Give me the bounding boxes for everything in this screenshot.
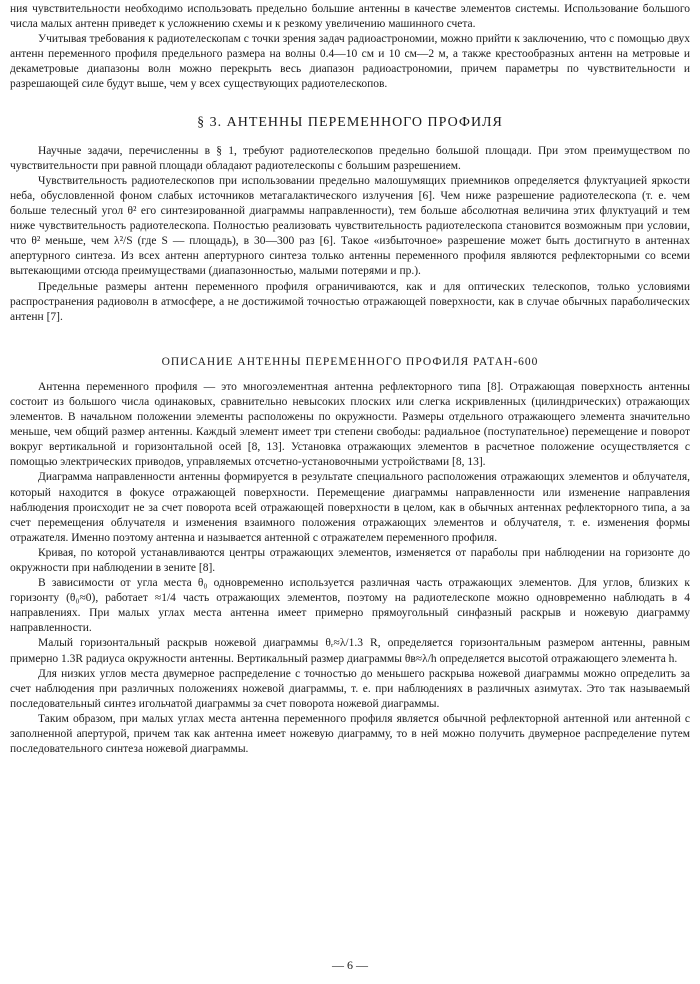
paragraph: Антенна переменного профиля — это многоэлементная антенна рефлекторного типа [8]. Отражающая поверхность антенны состоит из большого числа одинаковых, сравнительно невысоких плоских или слегка искривленных (цилиндрических) отражающих элементов. В начальном положении элементы расположены по окружности. Размеры отдельного отражающего элемента значительно меньше, чем общий размер антенны. Каждый элемент имеет три степени свободы: радиальное (поступательное) перемещение и поворот вокруг вертикальной и горизонтальной осей [8, 13]. Установка отражающих элементов в расчетное положение осуществляется с помощью электрических приводов, управляемых отсчетно-установочными устройствами [8, 13]. [10,380,690,469]
paragraph: Научные задачи, перечисленны в § 1, требуют радиотелескопов предельно большой площади. При этом преимуществом по чувствительности при равной площади обладают радиотелескопы с большим разрешением. [10,144,690,172]
subsection-heading: ОПИСАНИЕ АНТЕННЫ ПЕРЕМЕННОГО ПРОФИЛЯ РАТАН-600 [161,355,539,368]
paragraph: Кривая, по которой устанавливаются центры отражающих элементов, изменяется от параболы при наблюдении на горизонте до окружности при наблюдении в зените [8]. [10,546,690,574]
page-number: — 6 — [332,958,368,972]
section-heading: § 3. АНТЕННЫ ПЕРЕМЕННОГО ПРОФИЛЯ [197,114,503,130]
paragraph: Для низких углов места двумерное распределение с точностью до меньшего раскрыва ножевой диаграммы можно определить за счет наблюдения при различных положениях ножевой диаграммы, т. е. при наблюдениях в различных азимутах. Это так называемый последовательный синтез игольчатой диаграммы за счет поворота ножевой диаграммы. [10,667,690,710]
paragraph: Чувствительность радиотелескопов при использовании предельно малошумящих приемников определяется флуктуацией яркости неба, обусловленной фоном слабых источников метагалактического излучения [6]. Чем ниже разрешение радиотелескопа (т. е. чем больше телесный угол θ² его синтезированной диаграммы направленности), тем больше абсолютная величина этих флуктуаций и тем ниже чувствительность радиотелескопа. Полностью реализовать чувствительность радиотелескопа становится возможным при условии, что θ² меньше, чем λ²/S (где S — площадь), в 30—300 раз [6]. Такое «избыточное» разрешение может быть достигнуто в антеннах апертурного синтеза. Из всех антенн апертурного синтеза только антенны переменного профиля являются рефлекторными со всеми вытекающими отсюда преимуществами (диапазонностью, малыми потерями и пр.). [10,174,690,278]
paragraph: Таким образом, при малых углах места антенна переменного профиля является обычной рефлекторной антенной или антенной с заполненной апертурой, причем так как антенна имеет ножевую диаграмму, то в ней можно получить двумерное распределение путем последовательного синтеза ножевой диаграммы. [10,712,690,756]
paragraph: Малый горизонтальный раскрыв ножевой диаграммы θᵣ≈λ/1.3 R, определяется горизонтальным размером антенны, равным примерно 1.3R радиуса окружности антенны. Вертикальный размер диаграммы θв≈λ/h определяется высотой отражающего элемента h. [10,637,690,665]
paragraph: ния чувствительности необходимо использовать предельно большие антенны в качестве элементов системы. Использование большого числа малых антенн приведет к усложнению схемы и к резкому увеличению машинного счета. [10,3,690,31]
text-column [10,2,690,757]
paragraph: Диаграмма направленности антенны формируется в результате специального расположения отражающих элементов и облучателя, который находится в фокусе отражающей поверхности. Перемещение диаграммы направленности или изменение направления наблюдения происходит не за счет поворота всей отражающей поверхности в целом, как в обычных антеннах рефлекторного типа, а за счет перемещения облучателя и изменения взаимного положения отражающих элементов и облучателя, т. е. изменения формы отражателя. Именно поэтому антенна и называется антенной с отражателем переменного профиля. [10,471,690,544]
paragraph: Учитывая требования к радиотелескопам с точки зрения задач радиоастрономии, можно прийти к заключению, что с помощью двух антенн переменного профиля предельного размера на волны 0.4—10 см и 10 см—2 м, а также крестообразных антенн на метровые и декаметровые диапазоны волн можно перекрыть весь диапазон радиоастрономии, причем параметры по чувствительности и разрешающей силе будут выше, чем у всех существующих радиотелескопов. [10,33,690,91]
paragraph: В зависимости от угла места θ₀ одновременно используется различная часть отражающих элементов. Для углов, близких к горизонту (θ₀≈0), работает ≈1/4 часть отражающих элементов, поэтому на радиотелескопе можно одновременно наблюдать в 4 направлениях. При малых углах места антенна имеет примерно прямоугольный синфазный раскрыв и ножевую диаграмму направленности. [10,577,690,635]
paragraph: Предельные размеры антенн переменного профиля ограничиваются, как и для оптических телескопов, только условиями распространения радиоволн в атмосфере, а не достижимой точностью отражающей поверхности, как в случае обычных параболических антенн [7]. [10,280,690,323]
